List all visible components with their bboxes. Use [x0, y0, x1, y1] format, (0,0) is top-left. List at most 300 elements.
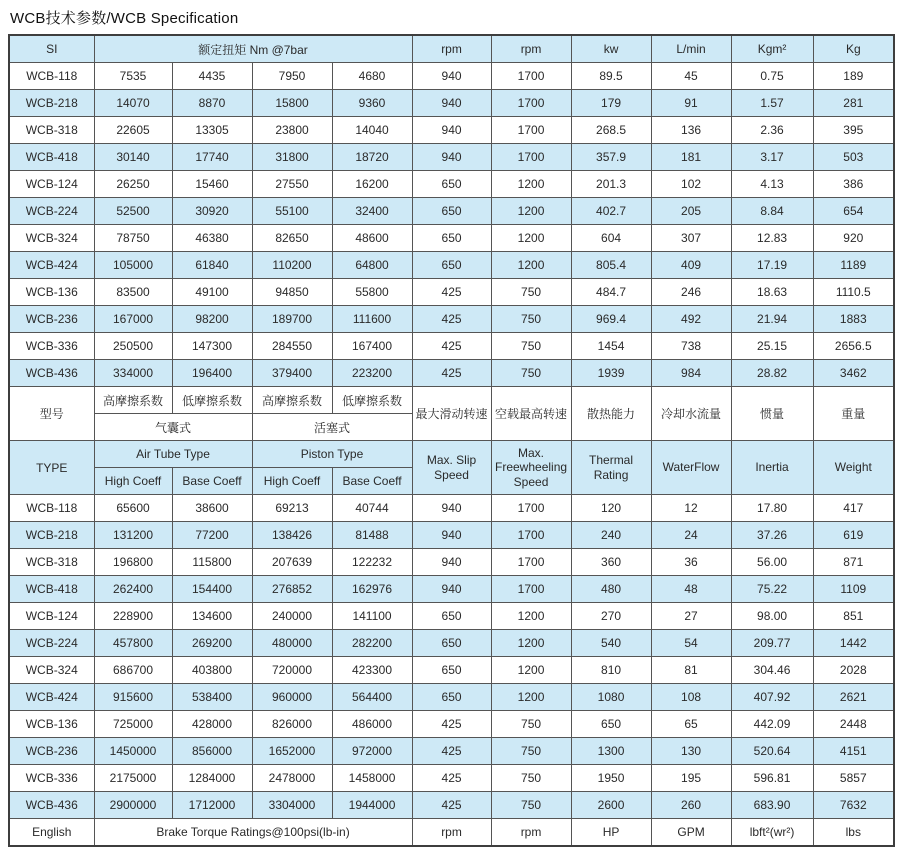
value-cell: 960000: [252, 684, 332, 711]
model-cell: WCB-424: [9, 252, 94, 279]
value-cell: 154400: [172, 576, 252, 603]
metric-header-row: [9, 35, 894, 63]
value-cell: 750: [491, 738, 571, 765]
footer-unit-cell: rpm: [412, 819, 491, 847]
value-cell: 65: [651, 711, 731, 738]
value-cell: 2656.5: [813, 333, 894, 360]
value-cell: 268.5: [571, 117, 651, 144]
spec-cn-cell: 散热能力: [571, 387, 651, 441]
model-cell: WCB-224: [9, 198, 94, 225]
value-cell: 102: [651, 171, 731, 198]
value-cell: 37.26: [731, 522, 813, 549]
value-cell: 5857: [813, 765, 894, 792]
value-cell: 17.19: [731, 252, 813, 279]
value-cell: 403800: [172, 657, 252, 684]
footer-row: [9, 819, 894, 847]
table-row: [9, 171, 894, 198]
value-cell: 65600: [94, 495, 172, 522]
value-cell: 304.46: [731, 657, 813, 684]
table-row: [9, 549, 894, 576]
value-cell: 98.00: [731, 603, 813, 630]
table-row: [9, 630, 894, 657]
model-cell: WCB-124: [9, 171, 94, 198]
table-row: [9, 603, 894, 630]
value-cell: 1080: [571, 684, 651, 711]
value-cell: 32400: [332, 198, 412, 225]
page-title: WCB技术参数/WCB Specification: [10, 10, 239, 27]
value-cell: 16200: [332, 171, 412, 198]
footer-note-cell: Brake Torque Ratings@100psi(lb-in): [94, 819, 412, 847]
value-cell: 2448: [813, 711, 894, 738]
value-cell: 940: [412, 495, 491, 522]
footer-unit-cell: lbs: [813, 819, 894, 847]
value-cell: 417: [813, 495, 894, 522]
model-cell: WCB-418: [9, 144, 94, 171]
value-cell: 810: [571, 657, 651, 684]
value-cell: 3462: [813, 360, 894, 387]
coeff-en-cell: High Coeff: [252, 468, 332, 495]
model-cell: WCB-118: [9, 63, 94, 90]
value-cell: 27: [651, 603, 731, 630]
value-cell: 9360: [332, 90, 412, 117]
middle-header: [9, 387, 894, 495]
value-cell: 55800: [332, 279, 412, 306]
value-cell: 1200: [491, 630, 571, 657]
value-cell: 425: [412, 765, 491, 792]
value-cell: 246: [651, 279, 731, 306]
unit-header-cell: rpm: [491, 35, 571, 63]
value-cell: 425: [412, 279, 491, 306]
value-cell: 0.75: [731, 63, 813, 90]
value-cell: 78750: [94, 225, 172, 252]
value-cell: 423300: [332, 657, 412, 684]
value-cell: 486000: [332, 711, 412, 738]
value-cell: 64800: [332, 252, 412, 279]
unit-header-cell: L/min: [651, 35, 731, 63]
group-cn-cell: 活塞式: [252, 414, 412, 441]
value-cell: 196400: [172, 360, 252, 387]
value-cell: 56.00: [731, 549, 813, 576]
value-cell: 940: [412, 144, 491, 171]
value-cell: 52500: [94, 198, 172, 225]
value-cell: 428000: [172, 711, 252, 738]
value-cell: 15800: [252, 90, 332, 117]
value-cell: 54: [651, 630, 731, 657]
footer-unit-cell: rpm: [491, 819, 571, 847]
value-cell: 81: [651, 657, 731, 684]
value-cell: 162976: [332, 576, 412, 603]
table-row: [9, 792, 894, 819]
value-cell: 181: [651, 144, 731, 171]
value-cell: 4680: [332, 63, 412, 90]
model-cell: WCB-218: [9, 90, 94, 117]
value-cell: 46380: [172, 225, 252, 252]
value-cell: 1454: [571, 333, 651, 360]
model-cell: WCB-436: [9, 360, 94, 387]
unit-header-cell: Kgm²: [731, 35, 813, 63]
value-cell: 1883: [813, 306, 894, 333]
value-cell: 131200: [94, 522, 172, 549]
model-cell: WCB-336: [9, 765, 94, 792]
value-cell: 379400: [252, 360, 332, 387]
value-cell: 538400: [172, 684, 252, 711]
group-cn-cell: 气囊式: [94, 414, 252, 441]
table-row: [9, 657, 894, 684]
value-cell: 31800: [252, 144, 332, 171]
value-cell: 457800: [94, 630, 172, 657]
value-cell: 14040: [332, 117, 412, 144]
value-cell: 650: [412, 171, 491, 198]
value-cell: 260: [651, 792, 731, 819]
value-cell: 270: [571, 603, 651, 630]
value-cell: 1939: [571, 360, 651, 387]
value-cell: 111600: [332, 306, 412, 333]
value-cell: 409: [651, 252, 731, 279]
model-cell: WCB-124: [9, 603, 94, 630]
value-cell: 650: [412, 225, 491, 252]
value-cell: 1110.5: [813, 279, 894, 306]
value-cell: 1189: [813, 252, 894, 279]
value-cell: 12.83: [731, 225, 813, 252]
value-cell: 650: [412, 252, 491, 279]
value-cell: 195: [651, 765, 731, 792]
value-cell: 7950: [252, 63, 332, 90]
value-cell: 425: [412, 792, 491, 819]
value-cell: 138426: [252, 522, 332, 549]
model-cell: WCB-236: [9, 306, 94, 333]
value-cell: 1450000: [94, 738, 172, 765]
value-cell: 1200: [491, 684, 571, 711]
value-cell: 851: [813, 603, 894, 630]
value-cell: 167000: [94, 306, 172, 333]
value-cell: 45: [651, 63, 731, 90]
model-cell: WCB-318: [9, 549, 94, 576]
spec-cn-cell: 空载最高转速: [491, 387, 571, 441]
value-cell: 240000: [252, 603, 332, 630]
value-cell: 750: [491, 711, 571, 738]
value-cell: 55100: [252, 198, 332, 225]
value-cell: 240: [571, 522, 651, 549]
table-row: [9, 252, 894, 279]
value-cell: 596.81: [731, 765, 813, 792]
table-row: [9, 522, 894, 549]
value-cell: 307: [651, 225, 731, 252]
coeff-en-cell: Base Coeff: [332, 468, 412, 495]
value-cell: 48: [651, 576, 731, 603]
unit-header-cell: rpm: [412, 35, 491, 63]
spec-en-cell: Inertia: [731, 441, 813, 495]
value-cell: 167400: [332, 333, 412, 360]
value-cell: 750: [491, 360, 571, 387]
value-cell: 540: [571, 630, 651, 657]
table-row: [9, 765, 894, 792]
value-cell: 1712000: [172, 792, 252, 819]
value-cell: 650: [412, 603, 491, 630]
table-row: [9, 117, 894, 144]
spec-cn-cell: 最大滑动转速: [412, 387, 491, 441]
value-cell: 81488: [332, 522, 412, 549]
value-cell: 48600: [332, 225, 412, 252]
value-cell: 136: [651, 117, 731, 144]
value-cell: 30920: [172, 198, 252, 225]
model-cell: WCB-118: [9, 495, 94, 522]
value-cell: 22605: [94, 117, 172, 144]
value-cell: 2028: [813, 657, 894, 684]
table-row: [9, 711, 894, 738]
value-cell: 750: [491, 765, 571, 792]
value-cell: 360: [571, 549, 651, 576]
value-cell: 12: [651, 495, 731, 522]
cn-coeff-row: [9, 387, 894, 414]
table-row: [9, 738, 894, 765]
value-cell: 209.77: [731, 630, 813, 657]
model-cell: WCB-418: [9, 576, 94, 603]
model-cell: WCB-324: [9, 657, 94, 684]
coeff-cn-cell: 低摩擦系数: [332, 387, 412, 414]
model-cell: WCB-218: [9, 522, 94, 549]
value-cell: 110200: [252, 252, 332, 279]
footer-label-cell: English: [9, 819, 94, 847]
value-cell: 1700: [491, 117, 571, 144]
spec-en-cell: Max. Freewheeling Speed: [491, 441, 571, 495]
value-cell: 105000: [94, 252, 172, 279]
value-cell: 223200: [332, 360, 412, 387]
value-cell: 969.4: [571, 306, 651, 333]
value-cell: 1700: [491, 63, 571, 90]
value-cell: 1200: [491, 657, 571, 684]
value-cell: 14070: [94, 90, 172, 117]
table-row: [9, 576, 894, 603]
value-cell: 207639: [252, 549, 332, 576]
value-cell: 334000: [94, 360, 172, 387]
value-cell: 503: [813, 144, 894, 171]
value-cell: 940: [412, 549, 491, 576]
value-cell: 179: [571, 90, 651, 117]
table-row: [9, 90, 894, 117]
table-row: [9, 279, 894, 306]
value-cell: 115800: [172, 549, 252, 576]
torque-header-cell: 额定扭矩 Nm @7bar: [94, 35, 412, 63]
model-cell: WCB-136: [9, 711, 94, 738]
value-cell: 1458000: [332, 765, 412, 792]
value-cell: 826000: [252, 711, 332, 738]
value-cell: 61840: [172, 252, 252, 279]
value-cell: 920: [813, 225, 894, 252]
value-cell: 13305: [172, 117, 252, 144]
value-cell: 25.15: [731, 333, 813, 360]
value-cell: 650: [412, 630, 491, 657]
coeff-cn-cell: 高摩擦系数: [94, 387, 172, 414]
value-cell: 750: [491, 279, 571, 306]
si-header-cell: SI: [9, 35, 94, 63]
coeff-en-cell: Base Coeff: [172, 468, 252, 495]
value-cell: 284550: [252, 333, 332, 360]
value-cell: 915600: [94, 684, 172, 711]
value-cell: 425: [412, 333, 491, 360]
table-row: [9, 495, 894, 522]
value-cell: 228900: [94, 603, 172, 630]
value-cell: 17740: [172, 144, 252, 171]
value-cell: 650: [571, 711, 651, 738]
value-cell: 686700: [94, 657, 172, 684]
spec-en-cell: Weight: [813, 441, 894, 495]
footer-unit-cell: HP: [571, 819, 651, 847]
value-cell: 1200: [491, 603, 571, 630]
value-cell: 2600: [571, 792, 651, 819]
value-cell: 262400: [94, 576, 172, 603]
model-cell: WCB-324: [9, 225, 94, 252]
table-row: [9, 333, 894, 360]
value-cell: 395: [813, 117, 894, 144]
value-cell: 40744: [332, 495, 412, 522]
spec-cn-cell: 冷却水流量: [651, 387, 731, 441]
english-data-rows: [9, 495, 894, 819]
value-cell: 725000: [94, 711, 172, 738]
value-cell: 69213: [252, 495, 332, 522]
value-cell: 28.82: [731, 360, 813, 387]
value-cell: 18720: [332, 144, 412, 171]
value-cell: 89.5: [571, 63, 651, 90]
value-cell: 940: [412, 63, 491, 90]
table-row: [9, 63, 894, 90]
value-cell: 492: [651, 306, 731, 333]
value-cell: 2175000: [94, 765, 172, 792]
value-cell: 282200: [332, 630, 412, 657]
value-cell: 425: [412, 738, 491, 765]
table-row: [9, 144, 894, 171]
en-group-row: [9, 441, 894, 468]
value-cell: 276852: [252, 576, 332, 603]
value-cell: 15460: [172, 171, 252, 198]
metric-header: [9, 35, 894, 63]
value-cell: 49100: [172, 279, 252, 306]
value-cell: 36: [651, 549, 731, 576]
spec-en-cell: Max. Slip Speed: [412, 441, 491, 495]
value-cell: 8.84: [731, 198, 813, 225]
spec-cn-cell: 惯量: [731, 387, 813, 441]
value-cell: 7632: [813, 792, 894, 819]
value-cell: 108: [651, 684, 731, 711]
value-cell: 147300: [172, 333, 252, 360]
value-cell: 4.13: [731, 171, 813, 198]
value-cell: 269200: [172, 630, 252, 657]
value-cell: 940: [412, 576, 491, 603]
unit-header-cell: Kg: [813, 35, 894, 63]
value-cell: 82650: [252, 225, 332, 252]
coeff-en-cell: High Coeff: [94, 468, 172, 495]
value-cell: 1700: [491, 576, 571, 603]
model-cell: WCB-336: [9, 333, 94, 360]
value-cell: 75.22: [731, 576, 813, 603]
model-cell: WCB-136: [9, 279, 94, 306]
value-cell: 91: [651, 90, 731, 117]
value-cell: 134600: [172, 603, 252, 630]
coeff-cn-cell: 高摩擦系数: [252, 387, 332, 414]
spec-en-cell: Thermal Rating: [571, 441, 651, 495]
value-cell: 1700: [491, 522, 571, 549]
value-cell: 38600: [172, 495, 252, 522]
value-cell: 77200: [172, 522, 252, 549]
model-cell: WCB-224: [9, 630, 94, 657]
value-cell: 1200: [491, 252, 571, 279]
value-cell: 2900000: [94, 792, 172, 819]
footer-unit-cell: lbft²(wr²): [731, 819, 813, 847]
value-cell: 357.9: [571, 144, 651, 171]
coeff-cn-cell: 低摩擦系数: [172, 387, 252, 414]
value-cell: 120: [571, 495, 651, 522]
wcb-spec-table: [8, 34, 895, 847]
table-row: [9, 225, 894, 252]
value-cell: 856000: [172, 738, 252, 765]
value-cell: 425: [412, 711, 491, 738]
value-cell: 1200: [491, 225, 571, 252]
value-cell: 83500: [94, 279, 172, 306]
value-cell: 1944000: [332, 792, 412, 819]
value-cell: 738: [651, 333, 731, 360]
value-cell: 1300: [571, 738, 651, 765]
value-cell: 425: [412, 360, 491, 387]
value-cell: 3.17: [731, 144, 813, 171]
value-cell: 484.7: [571, 279, 651, 306]
value-cell: 30140: [94, 144, 172, 171]
value-cell: 141100: [332, 603, 412, 630]
unit-header-cell: kw: [571, 35, 651, 63]
value-cell: 8870: [172, 90, 252, 117]
value-cell: 2621: [813, 684, 894, 711]
value-cell: 407.92: [731, 684, 813, 711]
value-cell: 94850: [252, 279, 332, 306]
metric-data-rows: [9, 63, 894, 387]
value-cell: 750: [491, 306, 571, 333]
table-row: [9, 360, 894, 387]
value-cell: 2478000: [252, 765, 332, 792]
value-cell: 1700: [491, 495, 571, 522]
value-cell: 750: [491, 792, 571, 819]
value-cell: 250500: [94, 333, 172, 360]
value-cell: 480: [571, 576, 651, 603]
value-cell: 1109: [813, 576, 894, 603]
value-cell: 520.64: [731, 738, 813, 765]
value-cell: 1652000: [252, 738, 332, 765]
value-cell: 281: [813, 90, 894, 117]
value-cell: 871: [813, 549, 894, 576]
value-cell: 24: [651, 522, 731, 549]
value-cell: 1700: [491, 144, 571, 171]
value-cell: 604: [571, 225, 651, 252]
value-cell: 650: [412, 657, 491, 684]
group-en-cell: Air Tube Type: [94, 441, 252, 468]
value-cell: 480000: [252, 630, 332, 657]
value-cell: 984: [651, 360, 731, 387]
value-cell: 940: [412, 90, 491, 117]
value-cell: 683.90: [731, 792, 813, 819]
value-cell: 1200: [491, 171, 571, 198]
value-cell: 4151: [813, 738, 894, 765]
model-cell: WCB-236: [9, 738, 94, 765]
value-cell: 17.80: [731, 495, 813, 522]
value-cell: 386: [813, 171, 894, 198]
value-cell: 98200: [172, 306, 252, 333]
value-cell: 1950: [571, 765, 651, 792]
value-cell: 196800: [94, 549, 172, 576]
value-cell: 122232: [332, 549, 412, 576]
value-cell: 650: [412, 198, 491, 225]
value-cell: 18.63: [731, 279, 813, 306]
value-cell: 4435: [172, 63, 252, 90]
value-cell: 750: [491, 333, 571, 360]
value-cell: 1700: [491, 90, 571, 117]
value-cell: 564400: [332, 684, 412, 711]
